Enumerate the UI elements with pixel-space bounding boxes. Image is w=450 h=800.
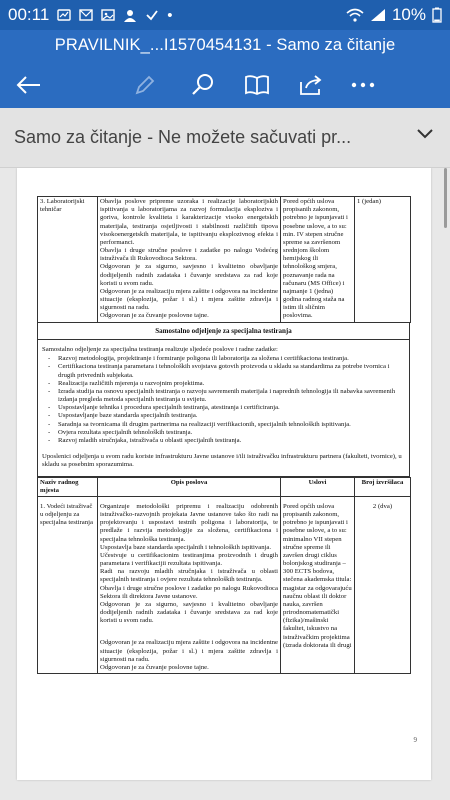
list-item: - Uspostavljanje tehnika i procedura specijalnih testiranja, atestiranja i certificiranja. [56,404,405,412]
section-body [37,340,410,476]
reading-view-button[interactable] [240,68,274,102]
more-options-button[interactable] [346,68,380,102]
position-conditions: Pored općih uslova propisanih zakonom, potrebno je ispunjavati i posebne uslove, a to su: minimalno VII stepen stručne spreme ili završen drugi ciklus bolonjskog studiranja – 300 ECTS bodova, stečena akademska titula: magistar za odgovarajuću naučnu oblast ili doktor nauka, završen prirodnomatematički (fizika)/mašinski fakultet, iskustvo na istraživačkim projektima (izrada doktorata ili drugi [281,496,355,673]
share-button[interactable] [294,68,328,102]
more-icon [351,81,375,89]
position-title: 1. Vodeći istraživač u odjeljenju za specijalna testiranja [38,496,98,673]
table-header-row [38,477,411,496]
read-only-banner[interactable] [0,108,450,168]
battery-icon [432,7,442,23]
position-description: Obavlja poslove pripreme uzoraka i realizacije laboratorijskih ispitivanja u laboratorijama za razvoj formulacija eksploziva i goriva, kontrole kvaliteta i karakterizacije visoko energetskih materijala, testiranja osjetljivosti i stabilnosti različitih tipova visokoenergetskih materijala, te ispitivanju eksplozivnog efekta i performanci. Obavlja i druge stručne poslove i zadatke po nalogu Vodećeg istraživača ili Rukovodioca Sektora. Odgovoran je za sigurno, savjesno i kvalitetno obavljanje dodijeljenih radnih zadataka i čuvanje sredstava za rad koje koristi u svom radu. Odgovoran je za realizaciju mjera zaštite i odgovora na incidentne situacije (eksplozija, požar i sl.) i mjera zaštite zdravlja i sigurnosti na radu. Odgovoran je za čuvanje poslovne tajne. [98,197,281,323]
list-item: - Uspostavljanje baze standarda specijalnih testiranja. [56,412,405,420]
list-item: - Izrada studija na osnovu specijalnih testiranja o razvoju savremenih materijala i naprednih tehnologija ili nabavka savremenih izdanja pregleda metoda specijalnih testiranja u svijetu. [56,388,405,404]
read-only-text: Samo za čitanje - Ne možete sačuvati pr... [14,127,352,147]
document-viewport[interactable] [0,168,450,800]
header-conditions: Uslovi [281,477,355,496]
search-icon [191,73,215,97]
app-toolbar [0,60,450,108]
section-intro: Samostalno odjeljenje za specijalna testiranja realizuje sljedeće poslove i radne zadatke: [42,346,278,354]
position-count: 1 (jedan) [355,197,411,323]
table-row [38,197,411,323]
positions-table [37,477,411,675]
arrow-left-icon [16,75,42,95]
scrollbar-thumb[interactable] [444,168,447,228]
list-item: - Razvoj metodologija, projektiranje i formiranje poligona ili laboratorija za složena i certifikaciona testiranja. [56,355,405,363]
page-number: 9 [413,736,417,744]
list-item: - Razvoj mladih stručnjaka, istraživača u oblasti specijalnih testiranja. [56,437,405,445]
position-conditions: Pored općih uslova propisanih zakonom, potrebno je ispunjavati i posebne uslove, a to su: min. IV stepen stručne spreme sa završenom srednjom školom hemijskog ili tehnološkog smjera, poznavanje rada na računaru (MS Office) i najmanje 1 (jedna) godina radnog staža na istim ili sličnim poslovima. [281,197,355,323]
section-note: Uposlenici odjeljenja u svom radu koriste infrastrukturu Javne ustanove i/ili istraživačku infrastrukturu partnera (fakulteti, tvornice), u skladu sa posebnim sporazumima. [42,453,402,469]
document-content [37,196,410,674]
battery-level: 10% [391,5,426,24]
section-title: Samostalno odjeljenje za specijalna testiranja [37,323,410,341]
search-button[interactable] [186,68,220,102]
position-count: 2 (dva) [355,496,411,673]
signal-icon [370,8,386,22]
document-page [17,168,431,780]
book-icon [244,74,270,96]
table-row [38,496,411,673]
notification-icon [57,8,71,22]
image-icon [101,8,115,22]
header-count: Broj izvršilaca [355,477,411,496]
edit-button[interactable] [128,68,162,102]
list-item: - Saradnja sa tvornicama ili drugim partnerima na realizaciji verifikacionih, specijalnih tehnoloških ispitivanja. [56,421,405,429]
position-title: 3. Laboratorijski tehničar [38,197,98,323]
document-title: PRAVILNIK_...I1570454131 - Samo za čitanje [0,30,450,60]
wifi-icon [346,8,364,22]
back-button[interactable] [12,68,46,102]
chevron-down-icon [416,128,434,140]
list-item: - Certifikaciona testiranja parametara i tehnoloških svojstava gotovih proizvoda u skladu sa standardima za potrebe tvornica i drugih privrednih subjekata. [56,363,405,379]
header-name: Naziv radnog mjesta [38,477,98,496]
messages-icon [79,8,93,22]
pencil-icon [134,74,156,96]
list-item: - Ovjera rezultata specijalnih tehnoloških testiranja. [56,429,405,437]
list-item: - Realizacija različitih mjerenja u razvojnim projektima. [56,380,405,388]
clock: 00:11 [8,5,50,24]
position-description: Organizuje metodološki pripremu i realizaciju odobrenih istraživačko-razvojnih projekata Javne ustanove tako što radi na projektovanju i uspostavi testnih poligona i laboratorija, te predlaže i razvija metodologije za složena, certifikaciona i specijalna tehnološka testiranja. Uspostavlja baze standarda specijalnih i tehnoloških ispitivanja. Učestvuje u certifikacionim testiranjima proizvodnih i drugih parametara i verifikacijii rezultata ispitivanja. Radi na razvoju mladih stručnjaka i istraživača u oblasti specijalnih testiranja i ovjere rezultata tehnoloških testiranja. Obavlja i druge stručne poslove i zadatke po nalogu Rukovodioca Sektora ili direktora Javne ustanove. Odgovoran je za sigurno, savjesno i kvalitetno obavljanje dodijeljenih radnih zadataka i čuvanje sredstava za rad koje koristi u svom radu. Odgovoran je za realizaciju mjera zaštite i odgovora na incidentne situacije (eksplozija, požar i sl.) i mjera zaštite zdravlja i sigurnosti na radu. Odgovoran je za čuvanje poslovne tajne. [98,496,281,673]
header-desc: Opis poslova [98,477,281,496]
positions-table-top [37,196,411,323]
section-list [56,355,405,445]
check-icon [145,8,159,22]
share-icon [299,74,323,96]
user-icon [123,8,137,22]
more-dots-icon: • [167,6,173,24]
status-bar [0,0,450,30]
